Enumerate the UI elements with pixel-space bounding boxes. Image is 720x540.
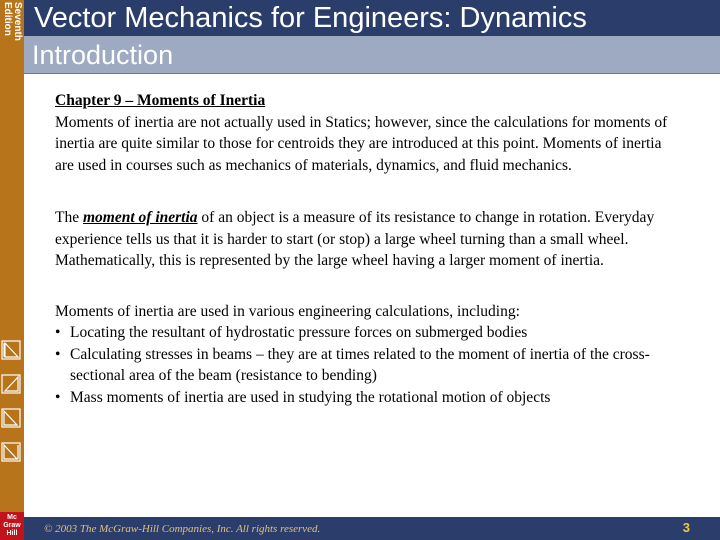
header-bar: [24, 0, 720, 36]
book-title: Vector Mechanics for Engineers: Dynamics: [34, 2, 587, 34]
previous-slide-icon[interactable]: [1, 374, 21, 394]
uses-section: [55, 301, 675, 409]
slide-title: Introduction: [32, 40, 174, 70]
uses-intro: Moments of inertia are used in various engineering calculations, including:: [55, 302, 520, 320]
mcgraw-hill-logo: Mc Graw Hill: [0, 512, 24, 540]
last-slide-icon[interactable]: [1, 442, 21, 462]
first-slide-icon[interactable]: [1, 340, 21, 360]
edition-label: Seventh Edition: [2, 2, 23, 41]
intro-paragraph: [55, 90, 675, 176]
subheader-bar: [24, 36, 720, 74]
edition-label-box: [0, 0, 24, 46]
definition-text: of an object is a measure of its resistance to change in rotation. Everyday experience tells us that it is harder to start (or stop) a large wheel turning than a small wheel. Mathematically, this is represented by the large wheel having a larger moment of inertia.: [55, 209, 655, 269]
moment-of-inertia-term: moment of inertia: [82, 209, 198, 226]
list-item: • Calculating stresses in beams – they are at times related to the moment of inertia of the cross-sectional area of the beam (resistance to bending): [55, 344, 675, 387]
slide-nav: [1, 340, 23, 476]
intro-text: Moments of inertia are not actually used in Statics; however, since the calculations for moments of inertia are quite similar to those for centroids they are introduced at this point. Moments of inertia are used in courses such as mechanics of materials, dynamics, and fluid mechanics.: [55, 113, 668, 174]
slide-content: [55, 90, 675, 408]
page-number: 3: [682, 520, 690, 535]
list-item: • Mass moments of inertia are used in studying the rotational motion of objects: [55, 387, 675, 409]
footer-bar: [24, 517, 720, 540]
definition-lead: The: [55, 209, 83, 226]
list-item: • Locating the resultant of hydrostatic pressure forces on submerged bodies: [55, 322, 675, 344]
next-slide-icon[interactable]: [1, 408, 21, 428]
sidebar: [0, 0, 24, 540]
definition-paragraph: [55, 207, 675, 272]
chapter-heading: Chapter 9 – Moments of Inertia: [55, 92, 266, 109]
copyright-notice: © 2003 The McGraw-Hill Companies, Inc. All rights reserved.: [44, 523, 321, 535]
uses-list: [55, 322, 675, 408]
